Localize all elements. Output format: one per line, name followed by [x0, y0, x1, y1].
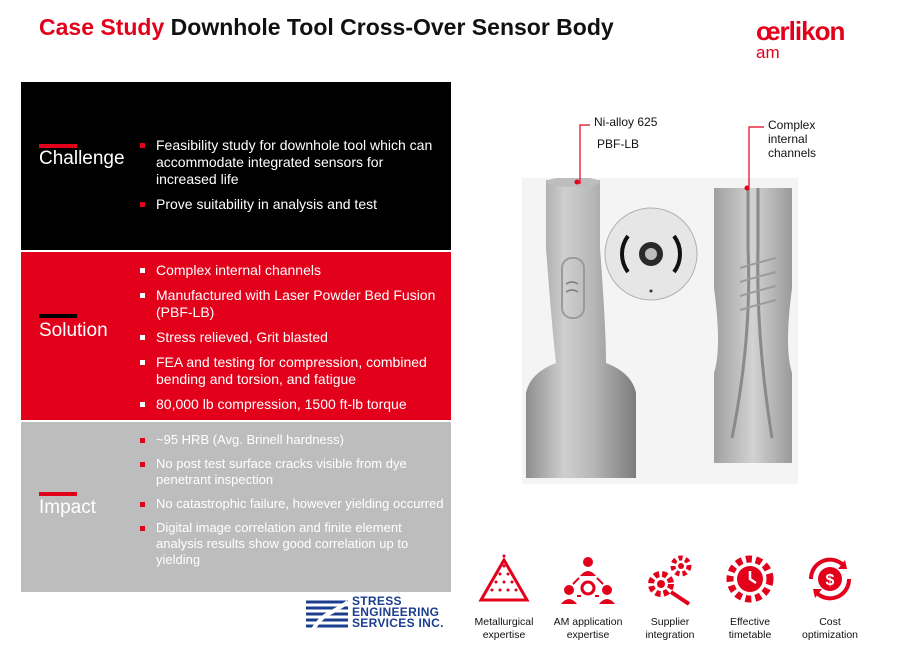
list-item: Manufactured with Laser Powder Bed Fusion (PBF-LB) [139, 287, 444, 321]
feature-metallurgical [464, 552, 544, 642]
callout-material: Ni-alloy 625 [594, 115, 658, 129]
list-item: ~95 HRB (Avg. Brinell hardness) [139, 432, 444, 448]
list-item: Digital image correlation and finite element analysis results show good correlation up to yielding [139, 520, 444, 568]
feature-label: AM application expertise [553, 616, 623, 641]
feature-timetable [710, 552, 790, 642]
list-item: Stress relieved, Grit blasted [139, 329, 444, 346]
gears-wrench-icon [641, 552, 699, 606]
feature-label: Metallurgical expertise [474, 616, 534, 641]
feature-am-application [548, 552, 628, 642]
feature-label: Cost optimization [801, 616, 859, 641]
logo-brand: œrlikon [756, 16, 845, 46]
list-item: No catastrophic failure, however yielding occurred [139, 496, 444, 512]
dollar-cycle-icon [801, 552, 859, 606]
solution-heading: Solution [39, 320, 108, 341]
list-item: Prove suitability in analysis and test [139, 196, 444, 213]
logo-sub: am [756, 43, 780, 62]
svg-text:$: $ [825, 572, 835, 589]
list-item: Complex internal channels [139, 262, 444, 279]
title-prefix: Case Study [39, 14, 165, 40]
list-item: FEA and testing for compression, combined bending and torsion, and fatigue [139, 354, 444, 388]
feature-cost [790, 552, 870, 642]
ses-text: STRESS ENGINEERING SERVICES INC. [352, 594, 444, 630]
challenge-heading: Challenge [39, 148, 125, 169]
list-item: 80,000 lb compression, 1500 ft-lb torque [139, 396, 444, 413]
gear-clock-icon [721, 552, 779, 606]
callout-process: PBF-LB [597, 137, 640, 151]
list-item: No post test surface cracks visible from dye penetrant inspection [139, 456, 444, 488]
title-rest: Downhole Tool Cross-Over Sensor Body [164, 14, 614, 40]
impact-heading: Impact [39, 497, 97, 518]
callout-channels: Complex internal channels [768, 118, 817, 160]
feature-label: Supplier integration [645, 616, 695, 641]
feature-supplier [630, 552, 710, 642]
powder-pile-icon [475, 552, 533, 606]
feature-icons [470, 552, 890, 662]
feature-label: Effective timetable [728, 616, 772, 641]
list-item: Feasibility study for downhole tool which can accommodate integrated sensors for increased life [139, 137, 444, 188]
people-network-icon [559, 552, 617, 606]
